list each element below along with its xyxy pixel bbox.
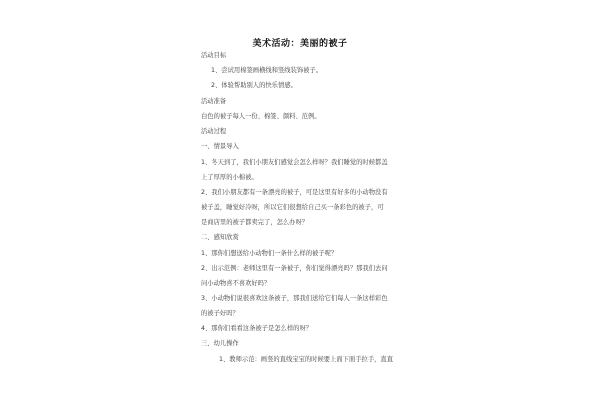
- section-heading-preparation: 活动准备: [201, 98, 227, 105]
- paragraph-line: 1、教师示范：画竖的直线宝宝的时候要上面下面手拉手，直直: [219, 356, 394, 363]
- section-heading-process: 活动过程: [201, 128, 227, 135]
- paragraph-line: 的被子好吗？: [201, 310, 239, 317]
- paragraph-line: 上了厚厚的小棉被。: [201, 174, 258, 181]
- subsection-heading-3: 三、幼儿操作: [201, 340, 239, 347]
- section-heading-goals: 活动目标: [201, 52, 227, 59]
- subsection-heading-1: 一、情景导入: [201, 143, 239, 150]
- subsection-heading-2: 二、感知欣赏: [201, 234, 239, 241]
- paragraph-line: 1、冬天到了，我们小朋友们感觉会怎么样呀？我们睡觉的时候都盖: [201, 159, 388, 166]
- goal-item-2: 2、体验帮助别人的快乐情感。: [211, 82, 297, 89]
- paragraph-line: 是商店里的被子都卖完了，怎么办呀？: [201, 219, 309, 226]
- goal-item-1: 1、尝试用棉签画横线和竖线装饰被子。: [211, 67, 323, 74]
- paragraph-line: 2、出示范例：老师这里有一条被子，你们觉得漂亮吗？那我们去问: [201, 265, 388, 272]
- paragraph-line: 问小动物喜不喜欢好吗？: [201, 280, 271, 287]
- preparation-text: 白色的被子每人一份、棉签、颜料、范例。: [201, 113, 321, 120]
- paragraph-line: 被子盖，睡觉好冷呀，所以它们很想给自己买一条彩色的被子，可: [201, 204, 384, 211]
- paragraph-line: 4、那你们看看这条被子是怎么样的呀？: [201, 325, 313, 332]
- document-title: 美术活动：美丽的被子: [252, 39, 348, 49]
- paragraph-line: 1、那你们想送给小动物们一条什么样的被子呢？: [201, 250, 338, 257]
- paragraph-line: 3、小动物们说很喜欢这条被子，那我们送给它们每人一条这样彩色: [201, 295, 388, 302]
- paragraph-line: 2、我们小朋友都有一条漂亮的被子，可是这里有好多的小动物没有: [201, 189, 388, 196]
